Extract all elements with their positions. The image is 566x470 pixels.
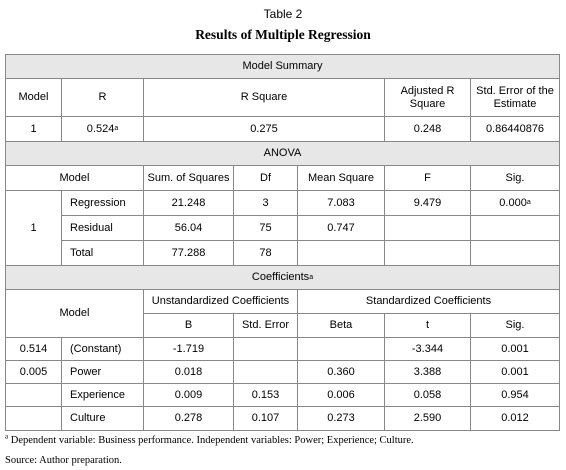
coef-row-name: Experience — [62, 384, 144, 407]
coef-row-name: (Constant) — [62, 338, 144, 361]
coef-subheader-std-error: Std. Error — [234, 314, 298, 338]
coef-subheader-b: B — [144, 314, 234, 338]
anova-cell-sig: 0.000 a — [471, 191, 559, 216]
anova-cell-df: 75 — [234, 216, 298, 241]
model-summary-heading: Model Summary — [6, 55, 559, 79]
coef-cell-b: -1.719 — [144, 338, 234, 361]
coef-cell-std-error — [234, 338, 298, 361]
ms-header-r: R — [62, 79, 144, 117]
anova-cell-f — [385, 216, 471, 241]
anova-cell-f — [385, 241, 471, 266]
anova-cell-ms: 0.747 — [298, 216, 385, 241]
anova-cell-ms: 7.083 — [298, 191, 385, 216]
ms-cell-r: 0.524 a — [62, 117, 144, 142]
ms-cell-model: 1 — [6, 117, 62, 142]
coef-cell-beta: 0.273 — [298, 407, 385, 430]
coef-cell-beta — [298, 338, 385, 361]
coef-subheader-sig: Sig. — [471, 314, 559, 338]
coef-cell-beta: 0.006 — [298, 384, 385, 407]
footnote: $^a$ Dependent variable: Business performance. Independent variables: Power; Experience; Culture. — [5, 432, 414, 446]
ms-cell-std-error: 0.86440876 — [471, 117, 559, 142]
anova-row-name: Regression — [62, 191, 144, 216]
anova-cell-ss: 21.248 — [144, 191, 234, 216]
coef-cell-t: 2.590 — [385, 407, 471, 430]
ms-cell-r-square: 0.275 — [144, 117, 385, 142]
coef-cell-model — [6, 384, 62, 407]
coef-cell-std-error: 0.153 — [234, 384, 298, 407]
coef-row-name: Culture — [62, 407, 144, 430]
anova-header-ss: Sum. of Squares — [144, 166, 234, 191]
coef-cell-std-error — [234, 361, 298, 384]
anova-row-name: Residual — [62, 216, 144, 241]
ms-header-std-error: Std. Error of the Estimate — [471, 79, 559, 117]
anova-cell-model: 1 — [6, 191, 62, 266]
anova-header-ms: Mean Square — [298, 166, 385, 191]
coef-cell-model: 0.005 — [6, 361, 62, 384]
coef-cell-t: -3.344 — [385, 338, 471, 361]
coef-cell-b: 0.278 — [144, 407, 234, 430]
anova-cell-sig — [471, 241, 559, 266]
regression-table — [5, 54, 560, 431]
coef-row-name: Power — [62, 361, 144, 384]
coef-cell-b: 0.018 — [144, 361, 234, 384]
coef-header-model: Model — [6, 290, 144, 338]
ms-header-r-square: R Square — [144, 79, 385, 117]
source-note: Source: Author preparation. — [5, 455, 122, 466]
anova-cell-sig — [471, 216, 559, 241]
table-title: Results of Multiple Regression — [195, 27, 371, 42]
coef-cell-t: 3.388 — [385, 361, 471, 384]
table-number: Table 2 — [263, 7, 303, 21]
anova-header-model: Model — [6, 166, 144, 191]
coefficients-heading: Coefficients a — [6, 266, 559, 290]
ms-header-model: Model — [6, 79, 62, 117]
coef-subheader-t: t — [385, 314, 471, 338]
ms-header-adj-r-square: Adjusted R Square — [385, 79, 471, 117]
coef-cell-beta: 0.360 — [298, 361, 385, 384]
anova-cell-ms — [298, 241, 385, 266]
anova-header-sig: Sig. — [471, 166, 559, 191]
coef-cell-t: 0.058 — [385, 384, 471, 407]
coef-cell-model — [6, 407, 62, 430]
anova-row-name: Total — [62, 241, 144, 266]
coef-cell-sig: 0.001 — [471, 361, 559, 384]
anova-cell-df: 3 — [234, 191, 298, 216]
anova-cell-ss: 56.04 — [144, 216, 234, 241]
coef-cell-sig: 0.012 — [501, 412, 529, 424]
coef-cell-sig: 0.001 — [471, 338, 559, 361]
anova-header-f: F — [385, 166, 471, 191]
anova-heading: ANOVA — [6, 142, 559, 166]
anova-cell-df: 78 — [234, 241, 298, 266]
coef-header-standardized: Standardized Coefficients — [298, 290, 559, 314]
coef-cell-b: 0.009 — [144, 384, 234, 407]
coef-cell-model: 0.514 — [6, 338, 62, 361]
coef-header-unstandardized: Unstandardized Coefficients — [144, 290, 298, 314]
coef-subheader-beta: Beta — [298, 314, 385, 338]
anova-cell-f: 9.479 — [385, 191, 471, 216]
coef-cell-sig: 0.954 — [471, 384, 559, 407]
anova-cell-ss: 77.288 — [144, 241, 234, 266]
coef-cell-std-error: 0.107 — [234, 407, 298, 430]
ms-cell-adj-r-square: 0.248 — [385, 117, 471, 142]
anova-header-df: Df — [234, 166, 298, 191]
